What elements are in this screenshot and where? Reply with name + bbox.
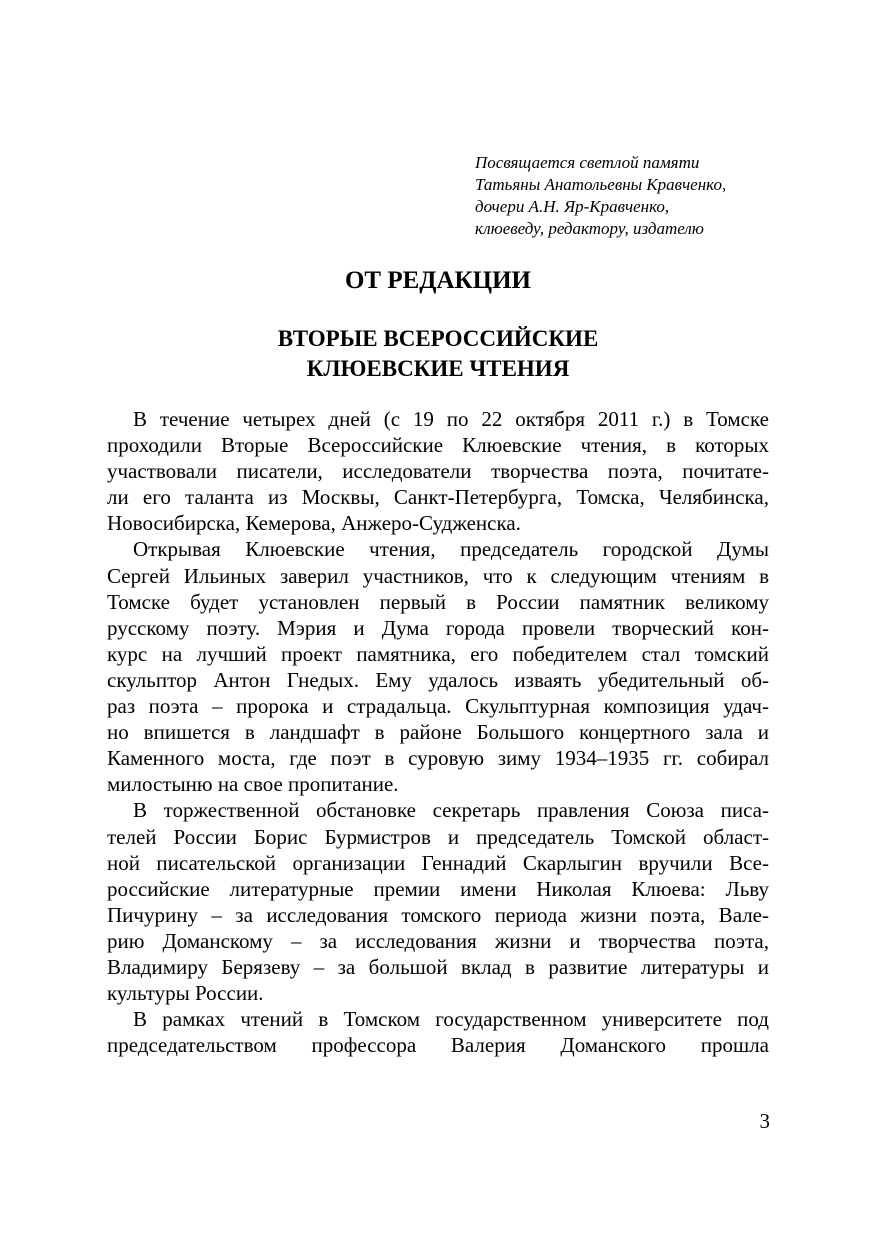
text-line: Сергей Ильиных заверил участников, что к следующим чтениям в [107, 563, 769, 588]
article-title [0, 324, 876, 384]
text-line: курс на лучший проект памятника, его победителем стал томский [107, 641, 769, 666]
dedication-line: клюеведу, редактору, издателю [475, 219, 704, 238]
text-line: Каменного моста, где поэт в суровую зиму 1934–1935 гг. собирал [107, 746, 769, 771]
dedication-line: дочери А.Н. Яр-Кравченко, [475, 197, 670, 216]
text-line: скульптор Антон Гнедых. Ему удалось изваять убедительный об- [107, 667, 769, 692]
text-line: участвовали писатели, исследователи творчества поэта, почитате- [107, 459, 769, 484]
text-line: но впишется в ландшафт в районе Большого концертного зала и [107, 720, 769, 745]
section-title: ОТ РЕДАКЦИИ [344, 267, 532, 294]
text-line: русскому поэту. Мэрия и Дума города провели творческий кон- [107, 615, 769, 640]
paragraph [107, 1006, 769, 1058]
text-line: В течение четырех дней (с 19 по 22 октября 2011 г.) в Томске [133, 407, 769, 431]
text-line: российские литературные премии имени Николая Клюева: Льву [107, 876, 769, 901]
paragraph [107, 406, 769, 536]
dedication-line: Посвящается светлой памяти [475, 153, 700, 172]
article-title-line: КЛЮЕВСКИЕ ЧТЕНИЯ [306, 356, 570, 381]
paragraph [107, 536, 769, 797]
text-line: В рамках чтений в Томском государственном университете под [133, 1007, 769, 1032]
text-line: Томске будет установлен первый в России памятник великому [107, 589, 769, 614]
text-line: культуры России. [107, 981, 264, 1006]
text-line: председательством профессора Валерия Доманского прошла [107, 1033, 769, 1058]
text-line: раз поэта – пророка и страдальца. Скульптурная композиция удач- [107, 694, 769, 719]
paragraph [107, 797, 769, 1006]
dedication-line: Татьяны Анатольевны Кравченко, [475, 175, 727, 194]
text-line: ли его таланта из Москвы, Санкт-Петербурга, Томска, Челябинска, [107, 485, 769, 510]
text-line: В торжественной обстановке секретарь правления Союза писа- [133, 798, 769, 823]
text-line: рию Доманскому – за исследования жизни и творчества поэта, [107, 928, 769, 953]
text-line: проходили Вторые Всероссийские Клюевские чтения, в которых [107, 433, 769, 458]
article-title-line: ВТОРЫЕ ВСЕРОССИЙСКИЕ [277, 326, 599, 351]
text-line: милостыню на свое пропитание. [107, 772, 399, 797]
text-line: Новосибирска, Кемерова, Анжеро-Судженска. [107, 511, 521, 536]
dedication [475, 152, 835, 240]
text-line: Пичурину – за исследования томского периода жизни поэта, Вале- [107, 902, 769, 927]
page-number: 3 [759, 1109, 770, 1133]
article-body [107, 406, 769, 1058]
text-line: Владимиру Берязеву – за большой вклад в развитие литературы и [107, 954, 769, 979]
text-line: ной писательской организации Геннадий Скарлыгин вручили Все- [107, 850, 769, 875]
text-line: телей России Борис Бурмистров и председатель Томской област- [107, 824, 769, 849]
text-line: Открывая Клюевские чтения, председатель городской Думы [133, 537, 769, 562]
